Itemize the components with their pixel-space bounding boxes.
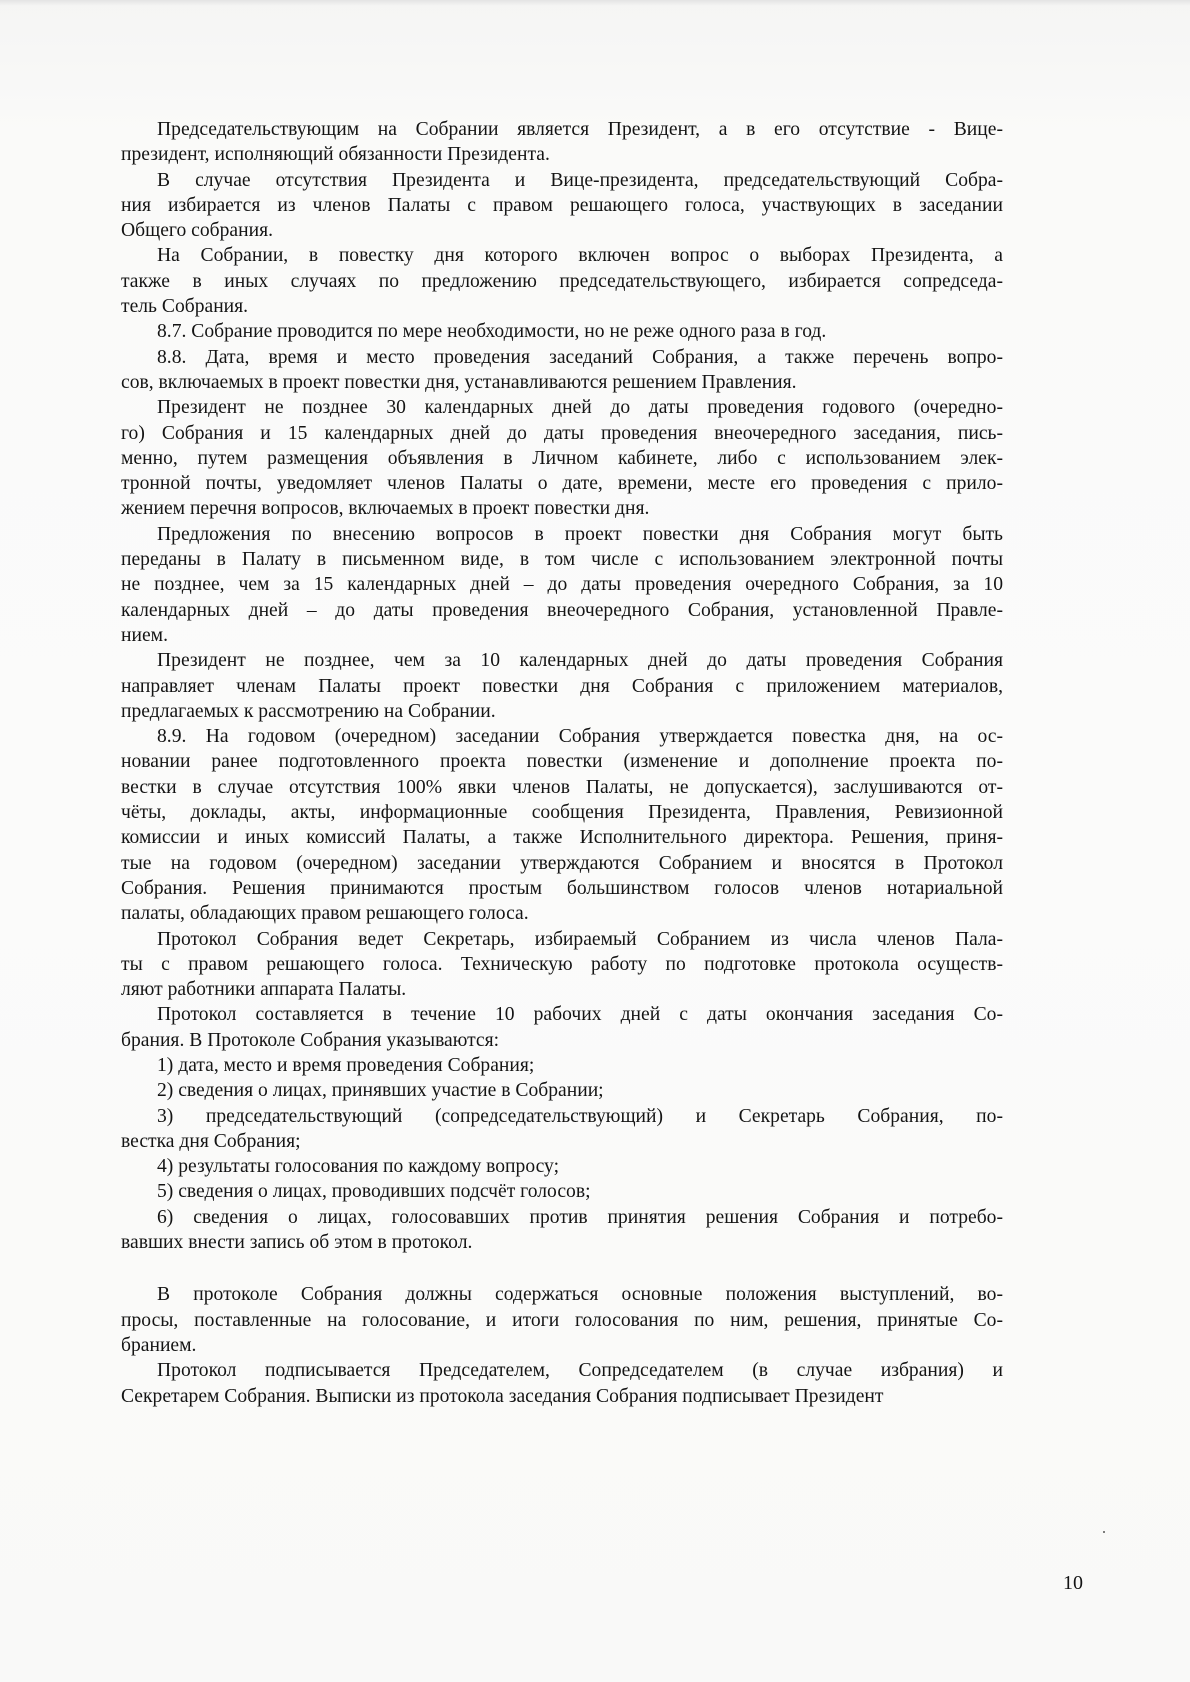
text-line: новании ранее подготовленного проекта повестки (изменение и дополнение проекта по-	[121, 751, 1003, 773]
list-item-6	[121, 1205, 1003, 1256]
text-line: На Собрании, в повестку дня которого включен вопрос о выборах Президента, а	[157, 245, 1003, 267]
text-line: 8.8. Дата, время и место проведения заседаний Собрания, а также перечень вопро-	[157, 346, 1003, 368]
paragraph-clause-8-9	[121, 724, 1003, 926]
text-line: Собрания. Решения принимаются простым большинством голосов членов нотариальной	[121, 877, 1003, 899]
text-line: ляют работники аппарата Палаты.	[121, 979, 407, 1001]
text-line: 2) сведения о лицах, принявших участие в Собрании;	[157, 1080, 604, 1102]
scan-speck	[1103, 1531, 1105, 1533]
text-line: сов, включаемых в проект повестки дня, устанавливаются решением Правления.	[121, 371, 797, 393]
paragraph-chair	[121, 117, 1003, 168]
text-line: вестка дня Собрания;	[121, 1130, 301, 1152]
text-line: Предложения по внесению вопросов в проект повестки дня Собрания могут быть	[157, 523, 1003, 545]
text-line: тронной почты, уведомляет членов Палаты о дате, времени, месте его проведения с прило-	[121, 473, 1003, 495]
text-line: Президент не позднее, чем за 10 календарных дней до даты проведения Собрания	[157, 650, 1003, 672]
text-line: В случае отсутствия Президента и Вице-президента, председательствующий Собра-	[157, 169, 1003, 191]
document-body	[121, 117, 1003, 1409]
text-line: В протоколе Собрания должны содержаться основные положения выступлений, во-	[157, 1284, 1003, 1306]
text-line: Протокол составляется в течение 10 рабочих дней с даты окончания заседания Со-	[157, 1004, 1003, 1026]
text-line: Секретарем Собрания. Выписки из протокола заседания Собрания подписывает Президент	[121, 1385, 884, 1407]
text-line: 3) председательствующий (сопредседательствующий) и Секретарь Собрания, по-	[157, 1105, 1003, 1127]
text-line: Президент не позднее 30 календарных дней до даты проведения годового (очередно-	[157, 397, 1003, 419]
paragraph-secretary	[121, 927, 1003, 1003]
text-line: ты с правом решающего голоса. Техническую работу по подготовке протокола осуществ-	[121, 953, 1003, 975]
text-line: брания. В Протоколе Собрания указываются:	[121, 1029, 500, 1051]
text-line: 6) сведения о лицах, голосовавших против принятия решения Собрания и потребо-	[157, 1206, 1003, 1228]
text-line: 8.7. Собрание проводится по мере необходимости, но не реже одного раза в год.	[157, 321, 827, 343]
text-line: Протокол Собрания ведет Секретарь, избираемый Собранием из числа членов Пала-	[157, 928, 1003, 950]
paragraph-chair-absence	[121, 168, 1003, 244]
text-line: палаты, обладающих правом решающего голоса.	[121, 903, 529, 925]
text-line: не позднее, чем за 15 календарных дней – до даты проведения очередного Собрания, за 10	[121, 574, 1003, 596]
paragraph-proposals	[121, 522, 1003, 648]
text-line: также в иных случаях по предложению председательствующего, избирается сопредседа-	[121, 270, 1003, 292]
text-line: комиссии и иных комиссий Палаты, а также Исполнительного директора. Решения, приня-	[121, 827, 1003, 849]
list-item-2	[121, 1078, 1003, 1103]
text-line: 5) сведения о лицах, проводивших подсчёт голосов;	[157, 1181, 591, 1203]
list-item-3	[121, 1104, 1003, 1155]
text-line: переданы в Палату в письменном виде, в том числе с использованием электронной почты	[121, 549, 1003, 571]
closing-paragraphs	[121, 1282, 1003, 1408]
text-line: жением перечня вопросов, включаемых в проект повестки дня.	[121, 498, 650, 520]
text-line: нием.	[121, 624, 168, 646]
text-line: Общего собрания.	[121, 220, 273, 242]
paragraph-agenda-dispatch	[121, 648, 1003, 724]
main-paragraphs	[121, 117, 1003, 1053]
text-line: Председательствующим на Собрании является Президент, а в его отсутствие - Вице-	[157, 119, 1003, 140]
list-item-1	[121, 1053, 1003, 1078]
paragraph-notice	[121, 395, 1003, 521]
text-line: президент, исполняющий обязанности Президента.	[121, 144, 550, 166]
list-item-4	[121, 1154, 1003, 1179]
scan-top-edge	[0, 0, 1190, 6]
text-line: направляет членам Палаты проект повестки дня Собрания с приложением материалов,	[121, 675, 1003, 697]
text-line: календарных дней – до даты проведения внеочередного Собрания, установленной Правле-	[121, 599, 1003, 621]
paragraph-clause-8-7	[121, 319, 1003, 344]
text-line: тые на годовом (очередном) заседании утверждаются Собранием и вносятся в Протокол	[121, 852, 1003, 874]
text-line: менно, путем размещения объявления в Личном кабинете, либо с использованием элек-	[121, 447, 1003, 469]
paragraph-protocol-term	[121, 1002, 1003, 1053]
text-line: Протокол подписывается Председателем, Сопредседателем (в случае избрания) и	[157, 1360, 1003, 1382]
text-line: 8.9. На годовом (очередном) заседании Собрания утверждается повестка дня, на ос-	[157, 726, 1003, 748]
text-line: вестки в случае отсутствия 100% явки членов Палаты, не допускается), заслушиваются от-	[121, 776, 1003, 798]
paragraph-protocol-content	[121, 1282, 1003, 1358]
text-line: предлагаемых к рассмотрению на Собрании.	[121, 700, 496, 722]
text-line: просы, поставленные на голосование, и итоги голосования по ним, решения, принятые Со-	[121, 1309, 1003, 1331]
paragraph-co-chair	[121, 243, 1003, 319]
paragraph-spacer	[121, 1255, 1003, 1282]
text-line: 1) дата, место и время проведения Собрания;	[157, 1054, 535, 1076]
text-line: тель Собрания.	[121, 296, 249, 318]
list-item-5	[121, 1179, 1003, 1204]
paragraph-clause-8-8	[121, 345, 1003, 396]
text-line: бранием.	[121, 1334, 197, 1356]
text-line: го) Собрания и 15 календарных дней до даты проведения внеочередного заседания, пись-	[121, 422, 1003, 444]
protocol-contents-list	[121, 1053, 1003, 1255]
text-line: ния избирается из членов Палаты с правом решающего голоса, участвующих в заседании	[121, 194, 1003, 216]
text-line: 4) результаты голосования по каждому вопросу;	[157, 1156, 560, 1178]
page-number: 10	[1063, 1572, 1083, 1594]
paragraph-protocol-signing	[121, 1358, 1003, 1409]
text-line: вавших внести запись об этом в протокол.	[121, 1232, 473, 1254]
text-line: чёты, доклады, акты, информационные сообщения Президента, Правления, Ревизионной	[121, 802, 1003, 824]
